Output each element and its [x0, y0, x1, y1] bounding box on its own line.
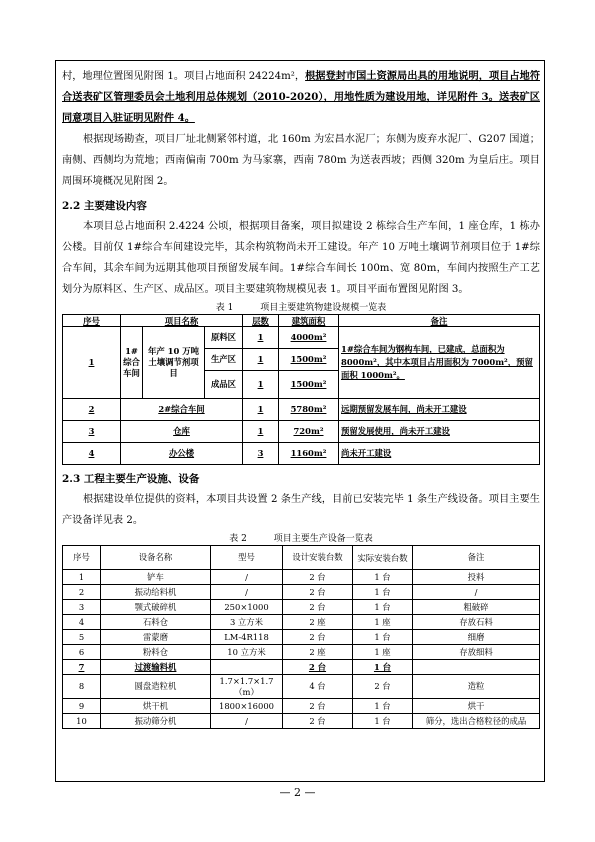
floors: 1 — [243, 349, 279, 371]
floors: 1 — [243, 371, 279, 399]
cell-name: 雷蒙磨 — [101, 630, 211, 645]
cell-note — [413, 660, 540, 675]
cell-name: 振动给料机 — [101, 585, 211, 600]
cell-design: 2 台 — [283, 699, 353, 714]
cell-name: 过渡输料机 — [101, 660, 211, 675]
table-row — [63, 615, 540, 630]
col-header: 建筑面积 — [279, 315, 339, 327]
cell-design: 2 座 — [283, 645, 353, 660]
table-header-row — [63, 315, 540, 327]
cell-design: 2 台 — [283, 660, 353, 675]
cell-model: / — [211, 714, 283, 729]
cell-actual: 2 台 — [353, 675, 413, 699]
cell-no: 5 — [63, 630, 101, 645]
area: 4000m² — [279, 327, 339, 349]
table-row — [63, 327, 540, 349]
building-note: 远期预留发展车间，尚未开工建设 — [339, 399, 540, 421]
cell-model: 10 立方米 — [211, 645, 283, 660]
cell-actual: 1 台 — [353, 585, 413, 600]
cell-note: / — [413, 585, 540, 600]
area: 5780m² — [279, 399, 339, 421]
paragraph-surroundings: 根据现场勘查，项目厂址北侧紧邻村道，北 160m 为宏昌水泥厂；东侧为废弃水泥厂、G207 国道；南侧、西侧均为荒地；西南偏南 700m 为马家寨，西南 780m 为送表西坡；西侧 320m 为皇后庄。项目周围环境概况见附图 2。 — [62, 134, 540, 187]
row-number: 4 — [63, 443, 121, 465]
page-number: — 2 — — [279, 786, 316, 799]
cell-no: 10 — [63, 714, 101, 729]
table1-caption: 表 1 项目主要建筑物建设规模一览表 — [215, 303, 387, 313]
table-row — [63, 399, 540, 421]
cell-note: 细磨 — [413, 630, 540, 645]
cell-actual: 1 座 — [353, 645, 413, 660]
note-text: 1#综合车间为钢构车间，已建成，总面积为 8000m²，其中本项目占用面积为 7000m²，预留面积 1000m²。 — [341, 344, 533, 380]
cell-actual: 1 台 — [353, 570, 413, 585]
col-header: 设计安装台数 — [283, 546, 353, 570]
cell-name: 铲车 — [101, 570, 211, 585]
paragraph-construction: 本项目总占地面积 2.4224 公顷，根据项目备案，项目拟建设 2 栋综合生产车间，1 座仓库，1 栋办公楼。目前仅 1#综合车间建设完毕，其余构筑物尚未开工建设。年产 10 万吨土壤调节剂项目位于 1#综合车间，其余车间为远期其他项目预留发展车间。1#综合车间长 100m、宽 80m，车间内按照生产工艺划分为原料区、生产区、成品区。项目主要建筑物规模见表 1。项目平面布置图见附图 3。 — [62, 221, 540, 295]
building-note: 尚未开工建设 — [339, 443, 540, 465]
cell-no: 1 — [63, 570, 101, 585]
cell-model: LM-4R118 — [211, 630, 283, 645]
col-header: 序号 — [63, 315, 121, 327]
cell-no: 7 — [63, 660, 101, 675]
building-name: 仓库 — [121, 421, 243, 443]
cell-note: 烘干 — [413, 699, 540, 714]
table-row — [63, 660, 540, 675]
table-row — [63, 699, 540, 714]
table2-caption: 表 2 项目主要生产设备一览表 — [229, 534, 373, 544]
floors: 1 — [243, 399, 279, 421]
cell-model — [211, 660, 283, 675]
floors: 1 — [243, 327, 279, 349]
col-header: 设备名称 — [101, 546, 211, 570]
table-row — [63, 585, 540, 600]
row-number: 2 — [63, 399, 121, 421]
cell-note: 存放石料 — [413, 615, 540, 630]
buildings-table — [62, 314, 540, 465]
cell-design: 4 台 — [283, 675, 353, 699]
cell-name: 石料仓 — [101, 615, 211, 630]
cell-no: 6 — [63, 645, 101, 660]
zone-name: 生产区 — [205, 349, 243, 371]
cell-no: 3 — [63, 600, 101, 615]
cell-actual: 1 台 — [353, 660, 413, 675]
area: 1500m² — [279, 371, 339, 399]
cell-design: 2 台 — [283, 630, 353, 645]
table-row — [63, 645, 540, 660]
zone-name: 原料区 — [205, 327, 243, 349]
equipment-rows — [63, 570, 540, 729]
cell-note: 存放细料 — [413, 645, 540, 660]
cell-name: 圆盘造粒机 — [101, 675, 211, 699]
building-name: 2#综合车间 — [121, 399, 243, 421]
cell-actual: 1 台 — [353, 714, 413, 729]
row-number: 1 — [63, 327, 121, 399]
equipment-table — [62, 545, 540, 729]
document-body — [62, 66, 540, 729]
col-header: 备注 — [413, 546, 540, 570]
building-note — [339, 327, 540, 399]
cell-design: 2 台 — [283, 585, 353, 600]
cell-design: 2 台 — [283, 600, 353, 615]
col-header: 序号 — [63, 546, 101, 570]
area: 1160m² — [279, 443, 339, 465]
col-header: 实际安装台数 — [353, 546, 413, 570]
cell-no: 4 — [63, 615, 101, 630]
col-header: 项目名称 — [121, 315, 243, 327]
land-use-statement: 根据登封市国土资源局出具的用地说明，项目占地符合送表矿区管理委员会土地利用总体规划（2010-2020），用地性质为建设用地，详见附件 3。送表矿区同意项目入驻证明见附件 4。 — [62, 70, 541, 124]
floors: 1 — [243, 421, 279, 443]
cell-actual: 1 台 — [353, 600, 413, 615]
cell-design: 2 台 — [283, 714, 353, 729]
paragraph-location — [62, 66, 540, 129]
cell-note: 造粒 — [413, 675, 540, 699]
building-name: 1#综合车间 — [121, 327, 143, 399]
col-header: 备注 — [339, 315, 540, 327]
cell-design: 2 台 — [283, 570, 353, 585]
cell-name: 粉料仓 — [101, 645, 211, 660]
cell-model: 1.7×1.7×1.7（m） — [211, 675, 283, 699]
building-name: 办公楼 — [121, 443, 243, 465]
cell-model: 250×1000 — [211, 600, 283, 615]
cell-actual: 1 台 — [353, 630, 413, 645]
cell-no: 9 — [63, 699, 101, 714]
col-header: 层数 — [243, 315, 279, 327]
building-note: 预留发展使用，尚未开工建设 — [339, 421, 540, 443]
cell-model: / — [211, 570, 283, 585]
cell-note: 粗破碎 — [413, 600, 540, 615]
area: 720m² — [279, 421, 339, 443]
area: 1500m² — [279, 349, 339, 371]
table-row — [63, 630, 540, 645]
project-name: 年产 10 万吨土壤调节剂项目 — [143, 327, 205, 399]
paragraph-equipment: 根据建设单位提供的资料，本项目共设置 2 条生产线，目前已安装完毕 1 条生产线设备。项目主要生产设备详见表 2。 — [62, 494, 540, 526]
section-heading-2-2: 2.2 主要建设内容 — [62, 200, 147, 212]
cell-note: 投料 — [413, 570, 540, 585]
table-row — [63, 570, 540, 585]
location-text: 村，地理位置图见附图 1。项目占地面积 24224m²， — [62, 71, 306, 82]
table-row — [63, 675, 540, 699]
table-row — [63, 600, 540, 615]
table-row — [63, 443, 540, 465]
cell-note: 筛分，选出合格粒径的成品 — [413, 714, 540, 729]
cell-actual: 1 台 — [353, 699, 413, 714]
table-row — [63, 421, 540, 443]
zone-name: 成品区 — [205, 371, 243, 399]
col-header: 型号 — [211, 546, 283, 570]
cell-model: 3 立方米 — [211, 615, 283, 630]
cell-name: 振动筛分机 — [101, 714, 211, 729]
row-number: 3 — [63, 421, 121, 443]
cell-model: / — [211, 585, 283, 600]
table-row — [63, 714, 540, 729]
cell-model: 1800×16000 — [211, 699, 283, 714]
cell-name: 烘干机 — [101, 699, 211, 714]
cell-design: 2 座 — [283, 615, 353, 630]
section-heading-2-3: 2.3 工程主要生产设施、设备 — [62, 473, 200, 485]
cell-no: 2 — [63, 585, 101, 600]
cell-actual: 1 座 — [353, 615, 413, 630]
cell-name: 颚式破碎机 — [101, 600, 211, 615]
cell-no: 8 — [63, 675, 101, 699]
floors: 3 — [243, 443, 279, 465]
table-header-row — [63, 546, 540, 570]
